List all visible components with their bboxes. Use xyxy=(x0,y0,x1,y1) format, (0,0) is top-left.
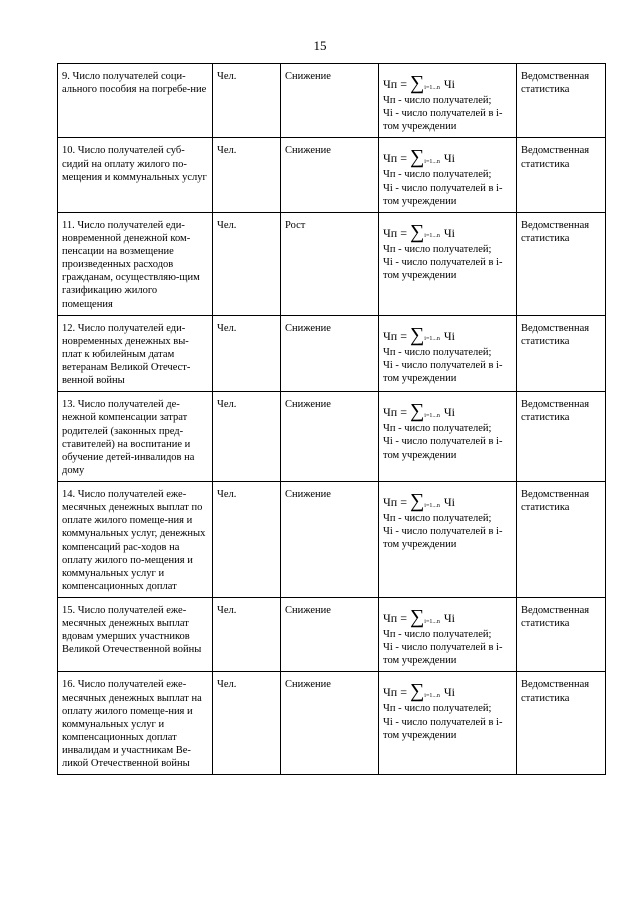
indicator-formula-cell xyxy=(379,138,517,212)
indicator-unit: Чел. xyxy=(213,138,281,212)
indicator-name: 11. Число получателей еди-новременной денежной ком-пенсации на возмещение произведенных расходов гражданам, осуществляю-щим газификацию жилого помещения xyxy=(58,212,213,315)
indicator-formula-cell xyxy=(379,482,517,598)
sum-formula xyxy=(383,219,512,241)
indicator-row xyxy=(58,138,606,212)
sum-formula xyxy=(383,322,512,344)
indicator-row xyxy=(58,392,606,482)
formula-legend-item: Чi - число получателей в i-том учреждении xyxy=(383,716,503,741)
formula-legend-total: Чп - число получателей; xyxy=(383,513,492,524)
formula-rhs: Чi xyxy=(443,405,455,420)
formula-equals: = xyxy=(400,77,408,91)
indicator-name: 9. Число получателей соци-ального пособия на погребе-ние xyxy=(58,64,213,138)
formula-lhs: Чп xyxy=(383,611,398,625)
formula-equals: = xyxy=(400,225,408,240)
sum-symbol: ∑ xyxy=(410,400,425,423)
formula-range: i=1...n xyxy=(424,502,440,509)
indicator-unit: Чел. xyxy=(213,598,281,672)
indicator-unit: Чел. xyxy=(213,212,281,315)
formula-rhs: Чi xyxy=(443,77,455,91)
formula-legend-item: Чi - число получателей в i-том учреждении xyxy=(383,526,503,551)
indicator-row xyxy=(58,212,606,315)
formula-range: i=1...n xyxy=(424,158,440,165)
sum-symbol: ∑ xyxy=(410,680,425,703)
sum-symbol: ∑ xyxy=(410,323,425,346)
indicator-name: 13. Число получателей де-нежной компенсации затрат родителей (законных пред-ставителей) на воспитание и обучение детей-инвалидов на дому xyxy=(58,392,213,482)
indicator-formula-cell xyxy=(379,392,517,482)
formula-legend-item: Чi - число получателей в i-том учреждении xyxy=(383,182,503,207)
formula-lhs: Чп xyxy=(383,328,398,343)
formula-rhs: Чi xyxy=(443,495,455,509)
formula-range: i=1...n xyxy=(424,412,440,419)
formula-legend-item: Чi - число получателей в i-том учреждении xyxy=(383,108,503,133)
indicator-row xyxy=(58,315,606,392)
sum-formula xyxy=(383,144,512,169)
indicator-row xyxy=(58,64,606,138)
indicator-trend: Рост xyxy=(281,212,379,315)
indicator-unit: Чел. xyxy=(213,482,281,598)
formula-legend-item: Чi - число получателей в i-том учреждении xyxy=(383,642,503,667)
indicator-trend: Снижение xyxy=(281,598,379,672)
indicator-unit: Чел. xyxy=(213,315,281,392)
formula-lhs: Чп xyxy=(383,77,398,91)
indicator-unit: Чел. xyxy=(213,64,281,138)
indicator-trend: Снижение xyxy=(281,315,379,392)
formula-rhs: Чi xyxy=(443,225,455,240)
formula-equals: = xyxy=(400,151,408,166)
indicator-formula-cell xyxy=(379,212,517,315)
indicator-name: 12. Число получателей еди-новременных денежных вы-плат к юбилейным датам ветеранам Великой Отечест-венной войны xyxy=(58,315,213,392)
formula-range: i=1...n xyxy=(424,692,440,699)
sum-symbol: ∑ xyxy=(410,72,425,94)
formula-lhs: Чп xyxy=(383,151,398,166)
indicator-unit: Чел. xyxy=(213,392,281,482)
indicator-trend: Снижение xyxy=(281,672,379,775)
formula-legend-total: Чп - число получателей; xyxy=(383,423,492,435)
formula-lhs: Чп xyxy=(383,225,398,240)
indicator-formula-cell xyxy=(379,64,517,138)
formula-lhs: Чп xyxy=(383,495,398,509)
formula-equals: = xyxy=(400,611,408,625)
formula-legend-total: Чп - число получателей; xyxy=(383,169,492,181)
indicator-trend: Снижение xyxy=(281,64,379,138)
indicator-name: 14. Число получателей еже-месячных денежных выплат по оплате жилого помеще-ния и коммунальных услуг, денежных компенсаций рас-ходов на оплату жилого по-мещения и коммунальных услуг и компенсационных доплат xyxy=(58,482,213,598)
indicator-row xyxy=(58,482,606,598)
formula-legend-item: Чi - число получателей в i-том учреждении xyxy=(383,359,503,384)
indicator-source: Ведомственная статистика xyxy=(517,392,606,482)
indicator-formula-cell xyxy=(379,672,517,775)
indicator-name: 16. Число получателей еже-месячных денежных выплат на оплату жилого помеще-ния и коммунальных услуг и компенсационных доплат инвалидам и участникам Ве-ликой Отечественной войны xyxy=(58,672,213,775)
indicators-table-body xyxy=(58,64,606,775)
formula-equals: = xyxy=(400,495,408,509)
formula-legend-item: Чi - число получателей в i-том учреждении xyxy=(383,256,503,281)
page-number: 15 xyxy=(313,38,327,53)
indicator-source: Ведомственная статистика xyxy=(517,672,606,775)
formula-legend-total: Чп - число получателей; xyxy=(383,243,492,255)
formula-rhs: Чi xyxy=(443,685,455,700)
indicator-formula-cell xyxy=(379,315,517,392)
formula-rhs: Чi xyxy=(443,151,455,166)
indicator-row xyxy=(58,598,606,672)
formula-legend-total: Чп - число получателей; xyxy=(383,95,492,106)
indicators-table xyxy=(57,63,606,775)
formula-rhs: Чi xyxy=(443,611,455,625)
formula-legend-total: Чп - число получателей; xyxy=(383,629,492,640)
formula-range: i=1...n xyxy=(424,233,440,240)
formula-legend-total: Чп - число получателей; xyxy=(383,703,492,715)
formula-legend-item: Чi - число получателей в i-том учреждении xyxy=(383,436,503,461)
formula-range: i=1...n xyxy=(424,84,440,91)
sum-formula xyxy=(383,398,512,423)
formula-rhs: Чi xyxy=(443,328,455,343)
indicator-name: 10. Число получателей суб-сидий на оплату жилого по-мещения и коммунальных услуг xyxy=(58,138,213,212)
indicator-source: Ведомственная статистика xyxy=(517,64,606,138)
indicator-trend: Снижение xyxy=(281,392,379,482)
formula-equals: = xyxy=(400,685,408,700)
sum-formula xyxy=(383,70,512,92)
indicator-name: 15. Число получателей еже-месячных денежных выплат вдовам умерших участников Великой Отечественной войны xyxy=(58,598,213,672)
formula-lhs: Чп xyxy=(383,405,398,420)
formula-legend-total: Чп - число получателей; xyxy=(383,346,492,358)
indicator-source: Ведомственная статистика xyxy=(517,212,606,315)
sum-formula xyxy=(383,488,512,510)
formula-equals: = xyxy=(400,405,408,420)
indicator-row xyxy=(58,672,606,775)
sum-symbol: ∑ xyxy=(410,146,425,169)
sum-formula xyxy=(383,604,512,626)
indicator-trend: Снижение xyxy=(281,138,379,212)
formula-lhs: Чп xyxy=(383,685,398,700)
sum-symbol: ∑ xyxy=(410,606,425,628)
indicator-source: Ведомственная статистика xyxy=(517,598,606,672)
indicator-source: Ведомственная статистика xyxy=(517,482,606,598)
indicator-unit: Чел. xyxy=(213,672,281,775)
indicator-trend: Снижение xyxy=(281,482,379,598)
sum-formula xyxy=(383,678,512,703)
indicator-source: Ведомственная статистика xyxy=(517,138,606,212)
sum-symbol: ∑ xyxy=(410,220,425,243)
indicator-source: Ведомственная статистика xyxy=(517,315,606,392)
formula-range: i=1...n xyxy=(424,336,440,343)
sum-symbol: ∑ xyxy=(410,490,425,512)
formula-equals: = xyxy=(400,328,408,343)
indicator-formula-cell xyxy=(379,598,517,672)
formula-range: i=1...n xyxy=(424,618,440,625)
